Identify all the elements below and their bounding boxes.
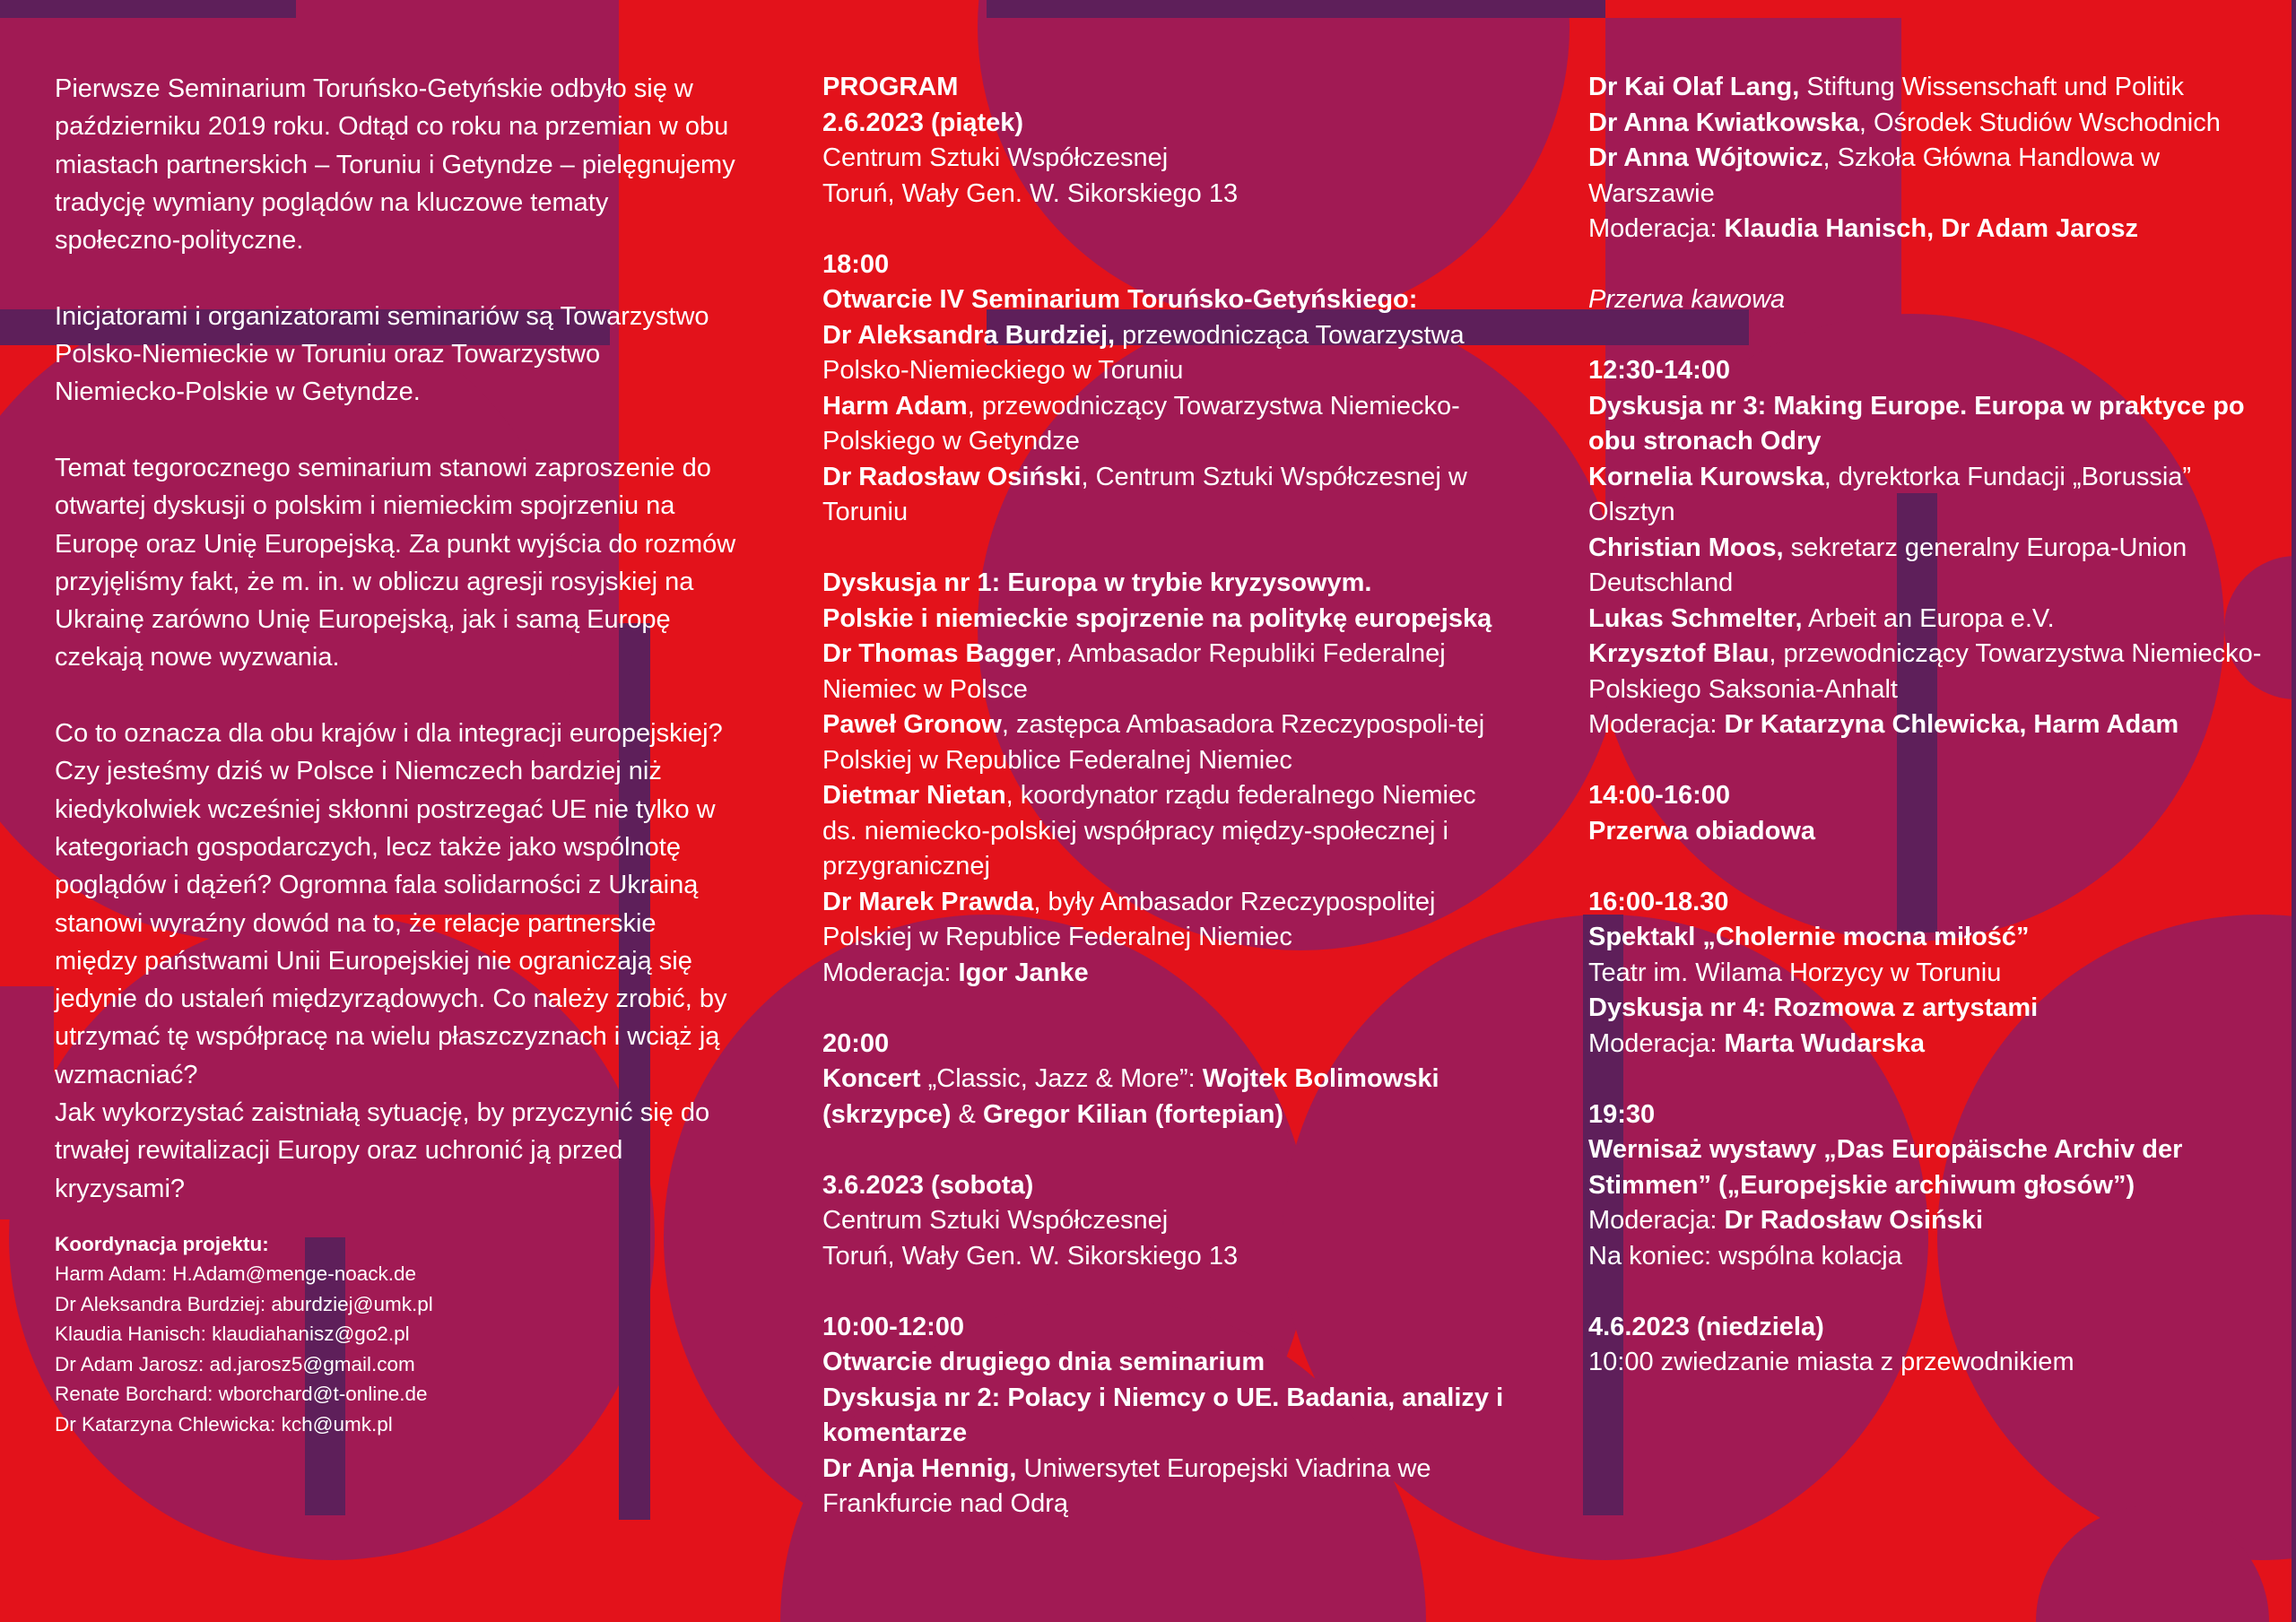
intro-paragraph-4: Co to oznacza dla obu krajów i dla integracji europejskiej? Czy jesteśmy dziś w Polsce i Niemczech bardziej niż kiedykolwiek wcześniej skłonni postrzegać UE nie tylko w kategoriach gospodarczych, lecz także jako wspólnotę poglądów i dążeń? Ogromna fala solidarności z Ukrainą stanowi wyraźny dowód na to, że relacje partnerskie między państwami Unii Europejskiej nie ograniczają się jedynie do ustaleń międzyrządowych. Co należy zrobić, by utrzymać tę współpracę na wielu płaszczyznach i wciąż ją wzmacniać? xyxy=(55,719,727,1089)
speaker-role: , koordynator rządu federalnego Niemiec ds. niemiecko-polskiej współpracy między-społecznej i przygranicznej xyxy=(822,781,1476,880)
speaker-name: Kornelia Kurowska xyxy=(1588,462,1824,491)
day2-date: 3.6.2023 (sobota) xyxy=(822,1170,1034,1200)
speaker-role: sekretarz generalny Europa-Union Deutschland xyxy=(1588,533,2187,597)
speaker-role: , Centrum Sztuki Współczesnej w Toruniu xyxy=(822,462,1467,526)
speaker-role: , Ambasador Republiki Federalnej Niemiec w Polsce xyxy=(822,639,1446,704)
speaker xyxy=(822,1452,1513,1522)
opening-title: Otwarcie IV Seminarium Toruńsko-Getyńskiego: xyxy=(822,285,1418,314)
discussion1-subtitle: Polskie i niemieckie spojrzenie na politykę europejską xyxy=(822,603,1492,633)
speaker xyxy=(1588,141,2279,212)
closing-dinner: Na koniec: wspólna kolacja xyxy=(1588,1241,1902,1271)
discussion1-title: Dyskusja nr 1: Europa w trybie kryzysowym. xyxy=(822,568,1372,597)
speaker-name: Dietmar Nietan xyxy=(822,781,1006,810)
day2-venue-name: Centrum Sztuki Współczesnej xyxy=(822,1206,1169,1235)
concert-label: Koncert xyxy=(822,1064,921,1093)
speaker xyxy=(822,778,1513,885)
program-column-2 xyxy=(1588,70,2279,1381)
intro-paragraph-5: Jak wykorzystać zaistniałą sytuację, by przyczynić się do trwałej rewitalizacji Europy oraz uchronić ją przed kryzysami? xyxy=(55,1098,710,1203)
vernissage-time: 19:30 xyxy=(1588,1099,1656,1129)
play-time: 16:00-18.30 xyxy=(1588,887,1729,916)
speaker xyxy=(822,637,1513,707)
project-coordination xyxy=(55,1229,736,1440)
moderation xyxy=(1588,1027,2279,1063)
speaker-role: przewodnicząca Towarzystwa Polsko-Niemieckiego w Toruniu xyxy=(822,320,1465,385)
day2-venue-address: Toruń, Wały Gen. W. Sikorskiego 13 xyxy=(822,1241,1239,1271)
speaker xyxy=(1588,106,2279,142)
moderator-name: Igor Janke xyxy=(958,958,1089,987)
intro-paragraph-3: Temat tegorocznego seminarium stanowi zaproszenie do otwartej dyskusji o polskim i niemieckim spojrzeniu na Europę oraz Unię Europejską. Za punkt wyjścia do rozmów przyjęliśmy fakt, że m. in. w obliczu agresji rosyjskiej na Ukrainę zarówno Unię Europejską, jak i samą Europę czekają nowe wyzwania. xyxy=(55,453,736,672)
opening-time: 18:00 xyxy=(822,249,890,279)
speaker-name: Lukas Schmelter, xyxy=(1588,603,1803,633)
speaker xyxy=(822,885,1513,956)
speaker-name: Dr Thomas Bagger xyxy=(822,639,1056,668)
program-heading: PROGRAM xyxy=(822,73,959,101)
speaker-name: Dr Anja Hennig, xyxy=(822,1453,1017,1483)
moderation-label: Moderacja: xyxy=(822,958,959,987)
concert-time: 20:00 xyxy=(822,1028,890,1058)
speaker-name: Dr Radosław Osiński xyxy=(822,462,1082,491)
coffee-break: Przerwa kawowa xyxy=(1588,285,1786,314)
speaker xyxy=(1588,531,2279,602)
discussion3-title: Dyskusja nr 3: Making Europe. Europa w praktyce po obu stronach Odry xyxy=(1588,391,2245,455)
speaker-name: Christian Moos, xyxy=(1588,533,1784,562)
city-tour: 10:00 zwiedzanie miasta z przewodnikiem xyxy=(1588,1348,2074,1376)
speaker-role: , zastępca Ambasadora Rzeczypospoli-tej Polskiej w Republice Federalnej Niemiec xyxy=(822,710,1485,775)
band-edge xyxy=(2292,0,2296,1622)
moderator-name: Dr Radosław Osiński xyxy=(1724,1206,1984,1235)
session1-time: 10:00-12:00 xyxy=(822,1312,964,1341)
moderator-name: Klaudia Hanisch, Dr Adam Jarosz xyxy=(1724,214,2138,243)
speaker xyxy=(1588,602,2279,638)
moderation-label: Moderacja: xyxy=(1588,1028,1725,1058)
speaker xyxy=(1588,460,2279,531)
contact-item: Harm Adam: H.Adam@menge-noack.de xyxy=(55,1262,417,1286)
speaker-name: Dr Marek Prawda xyxy=(822,887,1034,916)
speaker-name: Paweł Gronow xyxy=(822,710,1002,739)
moderation xyxy=(822,956,1513,992)
intro-column xyxy=(55,70,736,1439)
speaker xyxy=(1588,637,2279,707)
intro-paragraph-2: Inicjatorami i organizatorami seminariów są Towarzystwo Polsko-Niemieckie w Toruniu oraz Towarzystwo Niemiecko-Polskie w Getyndze. xyxy=(55,301,709,407)
moderation-label: Moderacja: xyxy=(1588,1206,1725,1235)
shape-sliver-left xyxy=(0,986,54,1219)
speaker-role: Stiftung Wissenschaft und Politik xyxy=(1799,73,2185,101)
speaker xyxy=(822,318,1513,389)
day1-venue-name: Centrum Sztuki Współczesnej xyxy=(822,143,1169,172)
speaker-role: , były Ambasador Rzeczypospolitej Polskiej w Republice Federalnej Niemiec xyxy=(822,887,1436,951)
band-top-1 xyxy=(0,0,296,18)
speaker xyxy=(822,389,1513,460)
program-column-1 xyxy=(822,70,1513,1522)
contact-item: Klaudia Hanisch: klaudiahanisz@go2.pl xyxy=(55,1323,410,1346)
speaker-name: Dr Anna Wójtowicz xyxy=(1588,143,1823,172)
speaker-role: Uniwersytet Europejski Viadrina we Frankfurcie nad Odrą xyxy=(822,1453,1431,1518)
play-title: Spektakl „Cholernie mocna miłość” xyxy=(1588,923,2030,951)
band-top-2 xyxy=(987,0,1605,18)
moderation xyxy=(1588,707,2279,743)
speaker-name: Krzysztof Blau xyxy=(1588,639,1770,668)
concert-performer: Gregor Kilian (fortepian) xyxy=(982,1099,1284,1129)
contact-item: Dr Adam Jarosz: ad.jarosz5@gmail.com xyxy=(55,1352,415,1375)
contact-item: Dr Katarzyna Chlewicka: kch@umk.pl xyxy=(55,1412,393,1436)
speaker-role: , Ośrodek Studiów Wschodnich xyxy=(1858,108,2221,137)
moderation xyxy=(1588,212,2279,247)
coordination-title: Koordynacja projektu: xyxy=(55,1232,269,1255)
day1-venue-address: Toruń, Wały Gen. W. Sikorskiego 13 xyxy=(822,178,1239,208)
lunch-time: 14:00-16:00 xyxy=(1588,781,1730,810)
speaker-role: , Szkoła Główna Handlowa w Warszawie xyxy=(1588,143,2161,208)
concert-performer: Wojtek Bolimowski (skrzypce) xyxy=(822,1064,1439,1129)
speaker-role: , przewodniczący Towarzystwa Niemiecko-Polskiego w Getyndze xyxy=(822,391,1460,455)
contact-item: Dr Aleksandra Burdziej: aburdziej@umk.pl xyxy=(55,1292,433,1315)
concert-amp: & xyxy=(951,1099,983,1129)
session2-time: 12:30-14:00 xyxy=(1588,356,1730,385)
speaker xyxy=(822,707,1513,778)
moderator-name: Dr Katarzyna Chlewicka, Harm Adam xyxy=(1724,710,2179,739)
speaker-name: Harm Adam xyxy=(822,391,968,421)
speaker-role: , dyrektorka Fundacji „Borussia” Olsztyn xyxy=(1588,462,2192,526)
speaker-role: , przewodniczący Towarzystwa Niemiecko-Polskiego Saksonia-Anhalt xyxy=(1588,639,2262,704)
vernissage-title: Wernisaż wystawy „Das Europäische Archiv der Stimmen” („Europejskie archiwum głosów”) xyxy=(1588,1135,2183,1200)
intro-paragraph-1: Pierwsze Seminarium Toruńsko-Getyńskie odbyło się w październiku 2019 roku. Odtąd co roku na przemian w obu miastach partnerskich – Toruniu i Getyndze – pielęgnujemy tradycję wymiany poglądów na kluczowe tematy społeczno-polityczne. xyxy=(55,74,735,256)
speaker xyxy=(1588,70,2279,106)
speaker xyxy=(822,460,1513,531)
moderation-label: Moderacja: xyxy=(1588,710,1725,739)
day3-date: 4.6.2023 (niedziela) xyxy=(1588,1312,1824,1341)
concert-title: „Classic, Jazz & More”: xyxy=(920,1064,1203,1093)
lunch-title: Przerwa obiadowa xyxy=(1588,816,1816,846)
speaker-name: Dr Anna Kwiatkowska xyxy=(1588,108,1859,137)
moderator-name: Marta Wudarska xyxy=(1724,1028,1926,1058)
play-venue: Teatr im. Wilama Horzycy w Toruniu xyxy=(1588,958,2002,987)
speaker-name: Dr Aleksandra Burdziej, xyxy=(822,320,1116,350)
speaker-role: Arbeit an Europa e.V. xyxy=(1802,603,2055,633)
discussion2-title: Dyskusja nr 2: Polacy i Niemcy o UE. Badania, analizy i komentarze xyxy=(822,1383,1504,1447)
contact-item: Renate Borchard: wborchard@t-online.de xyxy=(55,1383,428,1406)
session1-opening: Otwarcie drugiego dnia seminarium xyxy=(822,1348,1265,1376)
discussion4-title: Dyskusja nr 4: Rozmowa z artystami xyxy=(1588,993,2039,1022)
concert xyxy=(822,1062,1513,1132)
speaker-name: Dr Kai Olaf Lang, xyxy=(1588,73,1800,101)
day1-date: 2.6.2023 (piątek) xyxy=(822,108,1024,137)
moderation-label: Moderacja: xyxy=(1588,214,1725,243)
moderation xyxy=(1588,1203,2279,1239)
